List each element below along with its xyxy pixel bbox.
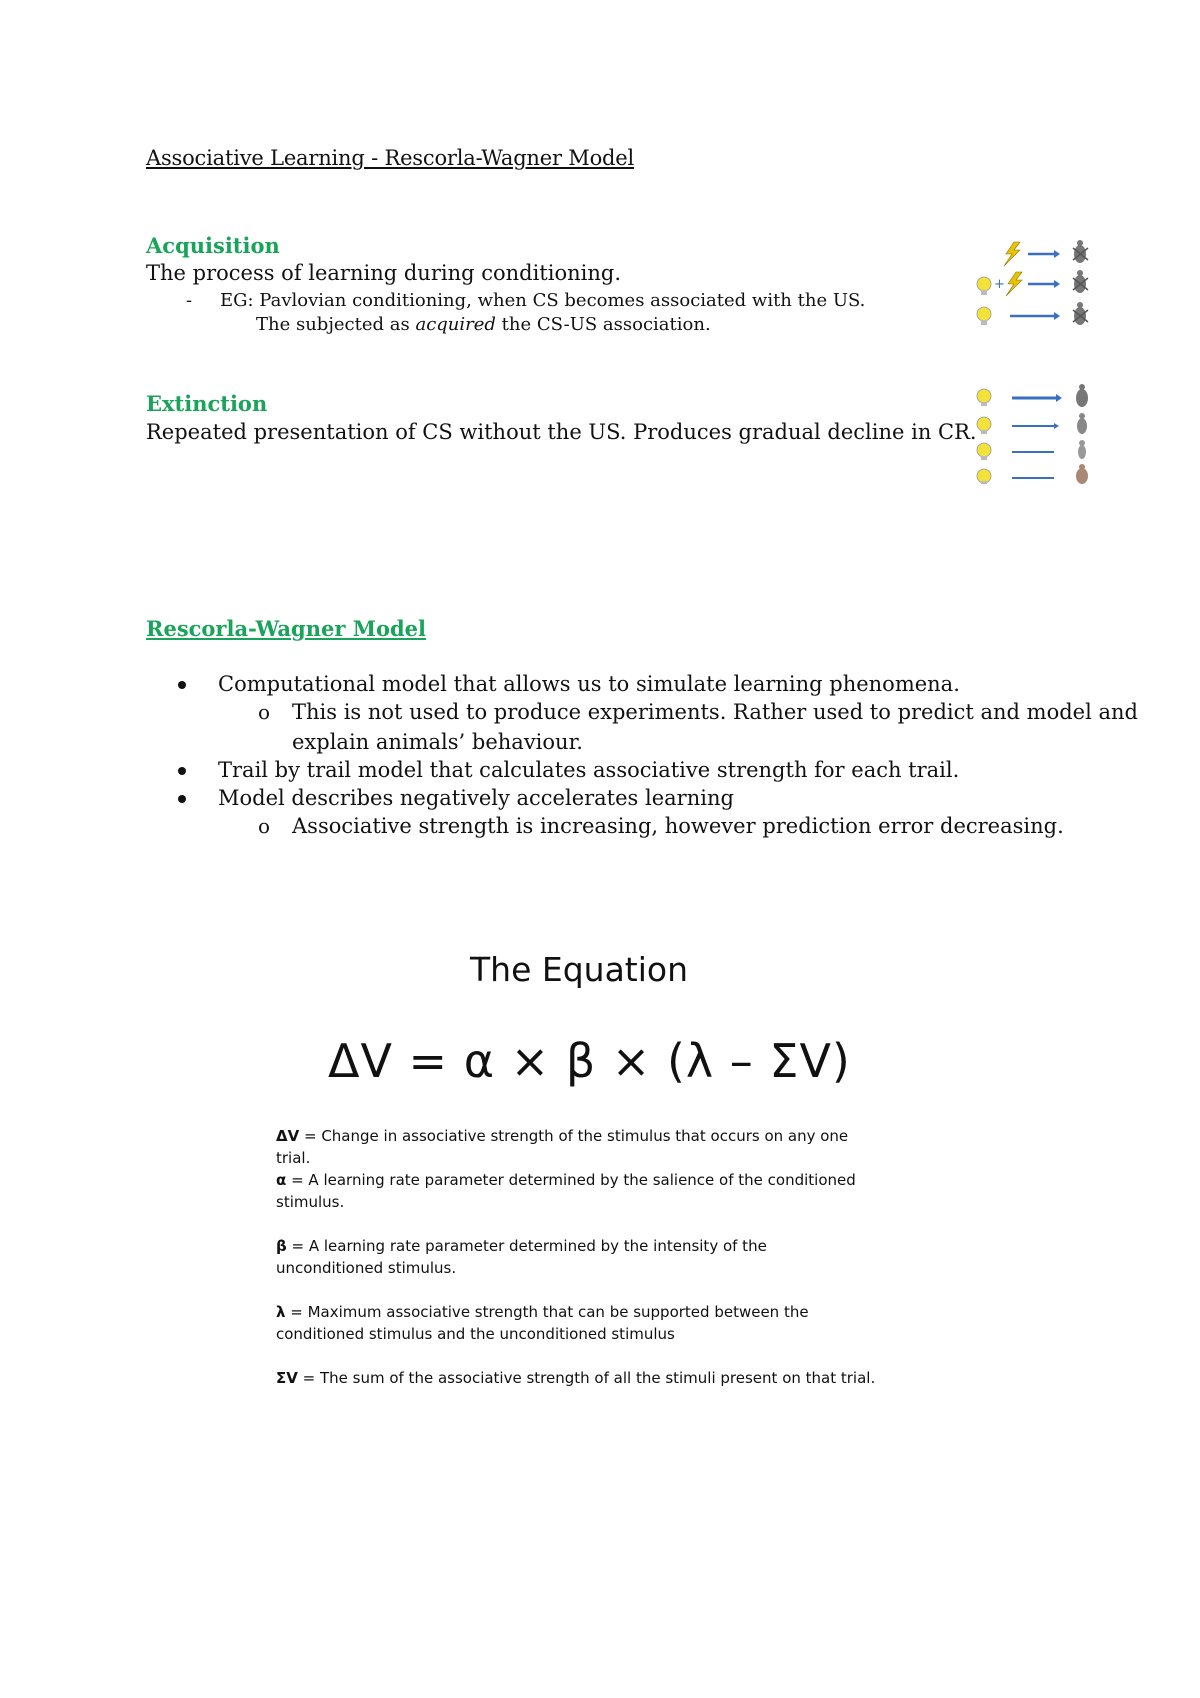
definition-sigma-v <box>276 1367 876 1389</box>
definition-symbol: λ <box>276 1303 286 1321</box>
acquisition-sub-emphasis: acquired <box>415 314 496 335</box>
rat-icon <box>1078 440 1086 459</box>
acquisition-example-text: EG: Pavlovian conditioning, when CS becomes associated with the US. <box>220 290 866 311</box>
acquisition-sub-pre: The subjected as <box>256 314 416 335</box>
acquisition-definition: The process of learning during conditioning. <box>146 261 621 285</box>
dash-marker: - <box>186 290 193 311</box>
definition-symbol: α <box>276 1171 287 1189</box>
acquisition-sub-post: the CS-US association. <box>495 314 711 335</box>
rat-icon <box>1073 240 1088 263</box>
list-item <box>218 786 734 810</box>
definition-delta-v <box>276 1125 876 1169</box>
bulb-icon <box>977 469 991 484</box>
rat-icon <box>1073 270 1088 293</box>
bolt-icon <box>1006 272 1022 296</box>
definition-beta <box>276 1235 876 1279</box>
definition-text: = Maximum associative strength that can be supported between the conditioned stimulus and the unconditioned stimulus <box>276 1303 809 1343</box>
acquisition-subline <box>256 314 711 335</box>
list-item <box>258 814 1064 838</box>
definition-text: = A learning rate parameter determined by the intensity of the unconditioned stimulus. <box>276 1237 767 1277</box>
sub-bullet-marker: o <box>258 700 271 724</box>
extinction-heading: Extinction <box>146 391 268 416</box>
rat-icon <box>1076 464 1088 484</box>
list-item <box>218 758 959 782</box>
extinction-diagram <box>970 384 1100 484</box>
bulb-icon <box>977 443 991 460</box>
bullet-icon <box>178 795 186 803</box>
definition-text: = Change in associative strength of the stimulus that occurs on any one trial. <box>276 1127 849 1167</box>
definition-text: = The sum of the associative strength of all the stimuli present on that trial. <box>297 1369 876 1387</box>
rw-heading: Rescorla-Wagner Model <box>146 616 426 641</box>
list-item-text: Trail by trail model that calculates associative strength for each trail. <box>218 758 960 782</box>
definition-text: = A learning rate parameter determined by the salience of the conditioned stimulus. <box>276 1171 856 1211</box>
bulb-icon <box>977 277 991 295</box>
equation-formula: ΔV = α × β × (λ – ΣV) <box>328 1034 851 1088</box>
rat-icon <box>1077 413 1087 434</box>
definition-symbol: ΣV <box>276 1369 298 1387</box>
acquisition-heading: Acquisition <box>146 233 280 258</box>
plus-icon: + <box>994 277 1005 292</box>
extinction-definition: Repeated presentation of CS without the US. Produces gradual decline in CR. <box>146 420 977 444</box>
equation-title: The Equation <box>470 950 689 989</box>
sub-bullet-marker: o <box>258 814 271 838</box>
list-item-text: Model describes negatively accelerates learning <box>218 786 734 810</box>
rat-icon <box>1073 302 1088 325</box>
acquisition-diagram <box>970 238 1100 330</box>
bulb-icon <box>977 307 991 325</box>
bulb-icon <box>977 389 991 406</box>
bolt-icon <box>1004 242 1020 266</box>
list-item-text: Computational model that allows us to simulate learning phenomena. <box>218 672 960 696</box>
bulb-icon <box>977 417 991 434</box>
definition-symbol: ΔV <box>276 1127 300 1145</box>
definition-symbol: β <box>276 1237 287 1255</box>
list-item-continuation: explain animals’ behaviour. <box>292 730 583 754</box>
bullet-icon <box>178 681 186 689</box>
bullet-icon <box>178 767 186 775</box>
definition-alpha <box>276 1169 876 1213</box>
list-item-text: This is not used to produce experiments. Rather used to predict and model and <box>292 700 1138 724</box>
list-item <box>258 700 1138 724</box>
rat-icon <box>1076 384 1088 407</box>
list-item-text: Associative strength is increasing, however prediction error decreasing. <box>292 814 1064 838</box>
page-title: Associative Learning - Rescorla-Wagner Model <box>146 146 635 170</box>
list-item <box>218 672 960 696</box>
definition-lambda <box>276 1301 876 1345</box>
